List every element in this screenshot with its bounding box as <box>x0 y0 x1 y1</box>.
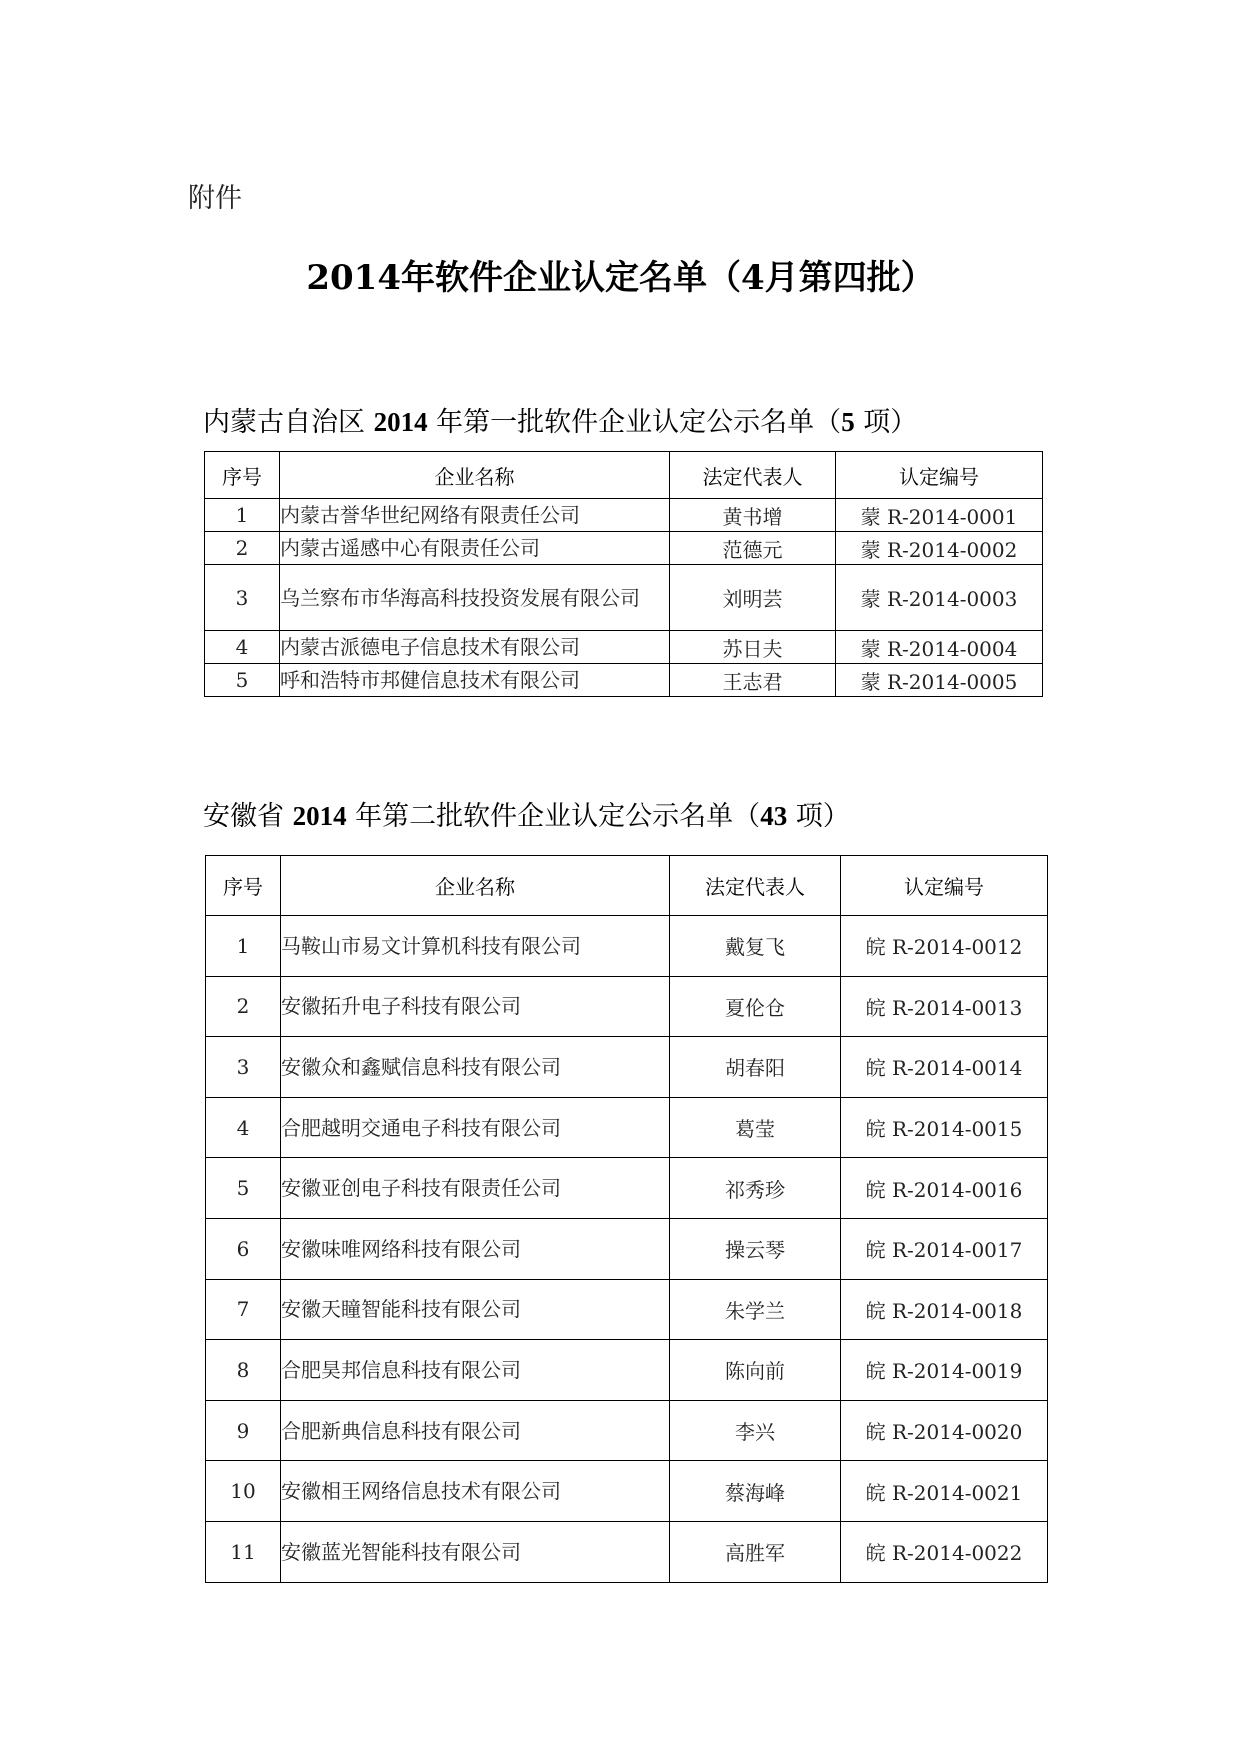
legal-representative: 祁秀珍 <box>670 1158 841 1219</box>
table-row <box>205 631 1043 664</box>
legal-representative: 胡春阳 <box>670 1037 841 1098</box>
row-index: 4 <box>206 1097 281 1158</box>
legal-representative: 刘明芸 <box>670 565 836 631</box>
company-name: 安徽蓝光智能科技有限公司 <box>281 1521 670 1582</box>
table-row <box>206 1461 1048 1522</box>
column-header-company: 企业名称 <box>281 856 670 916</box>
document-title: 2014年软件企业认定名单（4月第四批） <box>306 258 935 298</box>
column-header-index: 序号 <box>205 452 280 499</box>
legal-representative: 葛莹 <box>670 1097 841 1158</box>
section-title-suffix: 项） <box>854 407 918 438</box>
row-index: 5 <box>205 664 280 697</box>
section-title-mid: 年第二批软件企业认定公示名单（ <box>346 801 761 832</box>
cert-number: 皖 R-2014-0017 <box>841 1218 1048 1279</box>
section-title-suffix: 项） <box>787 801 850 832</box>
cert-number: 皖 R-2014-0015 <box>841 1097 1048 1158</box>
cert-number: 蒙 R-2014-0002 <box>836 532 1043 565</box>
company-name: 安徽拓升电子科技有限公司 <box>281 976 670 1037</box>
table-row <box>206 916 1048 977</box>
table-row <box>205 565 1043 631</box>
table-row <box>206 1340 1048 1401</box>
company-name: 内蒙古遥感中心有限责任公司 <box>280 532 670 565</box>
company-name: 合肥越明交通电子科技有限公司 <box>281 1097 670 1158</box>
column-header-company: 企业名称 <box>280 452 670 499</box>
column-header-representative: 法定代表人 <box>670 452 836 499</box>
section-title-inner-mongolia <box>203 400 917 439</box>
table-row <box>205 499 1043 532</box>
legal-representative: 陈向前 <box>670 1340 841 1401</box>
table-row <box>205 664 1043 697</box>
table-header-row <box>205 452 1043 499</box>
company-name: 内蒙古派德电子信息技术有限公司 <box>280 631 670 664</box>
legal-representative: 高胜军 <box>670 1521 841 1582</box>
cert-number: 皖 R-2014-0016 <box>841 1158 1048 1219</box>
cert-number: 皖 R-2014-0013 <box>841 976 1048 1037</box>
section-title-mid: 年第一批软件企业认定公示名单（ <box>427 407 842 438</box>
section-title-year: 2014 <box>292 801 347 831</box>
cert-number: 蒙 R-2014-0003 <box>836 565 1043 631</box>
row-index: 8 <box>206 1340 281 1401</box>
cert-number: 蒙 R-2014-0001 <box>836 499 1043 532</box>
cert-number: 皖 R-2014-0021 <box>841 1461 1048 1522</box>
cert-number: 皖 R-2014-0014 <box>841 1037 1048 1098</box>
legal-representative: 朱学兰 <box>670 1279 841 1340</box>
company-name: 合肥昊邦信息科技有限公司 <box>281 1340 670 1401</box>
row-index: 6 <box>206 1218 281 1279</box>
legal-representative: 蔡海峰 <box>670 1461 841 1522</box>
legal-representative: 戴复飞 <box>670 916 841 977</box>
column-header-representative: 法定代表人 <box>670 856 841 916</box>
legal-representative: 范德元 <box>670 532 836 565</box>
row-index: 10 <box>206 1461 281 1522</box>
section-title-anhui <box>203 794 850 833</box>
company-name: 安徽亚创电子科技有限责任公司 <box>281 1158 670 1219</box>
table-row <box>206 1037 1048 1098</box>
row-index: 1 <box>205 499 280 532</box>
section-title-year: 2014 <box>373 407 428 437</box>
table-row <box>205 532 1043 565</box>
section-title-prefix: 内蒙古自治区 <box>203 407 374 438</box>
row-index: 3 <box>206 1037 281 1098</box>
row-index: 5 <box>206 1158 281 1219</box>
table-row <box>206 1158 1048 1219</box>
row-index: 2 <box>205 532 280 565</box>
section-title-prefix: 安徽省 <box>203 801 293 832</box>
row-index: 3 <box>205 565 280 631</box>
column-header-cert-number: 认定编号 <box>841 856 1048 916</box>
cert-number: 蒙 R-2014-0004 <box>836 631 1043 664</box>
table-row <box>206 1279 1048 1340</box>
table-row <box>206 1521 1048 1582</box>
row-index: 4 <box>205 631 280 664</box>
legal-representative: 王志君 <box>670 664 836 697</box>
legal-representative: 操云琴 <box>670 1218 841 1279</box>
company-name: 安徽天瞳智能科技有限公司 <box>281 1279 670 1340</box>
table-row <box>206 976 1048 1037</box>
legal-representative: 苏日夫 <box>670 631 836 664</box>
column-header-cert-number: 认定编号 <box>836 452 1043 499</box>
cert-number: 皖 R-2014-0012 <box>841 916 1048 977</box>
inner-mongolia-table <box>204 451 1043 697</box>
section-title-count: 43 <box>760 801 788 831</box>
legal-representative: 黄书增 <box>670 499 836 532</box>
column-header-index: 序号 <box>206 856 281 916</box>
company-name: 安徽相王网络信息技术有限公司 <box>281 1461 670 1522</box>
attachment-label: 附件 <box>188 183 242 214</box>
anhui-table <box>205 855 1048 1583</box>
table-row <box>206 1400 1048 1461</box>
table-row <box>206 1218 1048 1279</box>
company-name: 内蒙古誉华世纪网络有限责任公司 <box>280 499 670 532</box>
cert-number: 皖 R-2014-0020 <box>841 1400 1048 1461</box>
company-name: 马鞍山市易文计算机科技有限公司 <box>281 916 670 977</box>
section-title-count: 5 <box>841 407 855 437</box>
company-name: 呼和浩特市邦健信息技术有限公司 <box>280 664 670 697</box>
row-index: 7 <box>206 1279 281 1340</box>
legal-representative: 李兴 <box>670 1400 841 1461</box>
row-index: 1 <box>206 916 281 977</box>
cert-number: 皖 R-2014-0019 <box>841 1340 1048 1401</box>
company-name: 合肥新典信息科技有限公司 <box>281 1400 670 1461</box>
legal-representative: 夏伦仓 <box>670 976 841 1037</box>
cert-number: 皖 R-2014-0018 <box>841 1279 1048 1340</box>
company-name: 安徽味唯网络科技有限公司 <box>281 1218 670 1279</box>
company-name: 乌兰察布市华海高科技投资发展有限公司 <box>280 565 670 631</box>
cert-number: 皖 R-2014-0022 <box>841 1521 1048 1582</box>
cert-number: 蒙 R-2014-0005 <box>836 664 1043 697</box>
company-name: 安徽众和鑫赋信息科技有限公司 <box>281 1037 670 1098</box>
table-row <box>206 1097 1048 1158</box>
table-header-row <box>206 856 1048 916</box>
row-index: 2 <box>206 976 281 1037</box>
row-index: 9 <box>206 1400 281 1461</box>
row-index: 11 <box>206 1521 281 1582</box>
